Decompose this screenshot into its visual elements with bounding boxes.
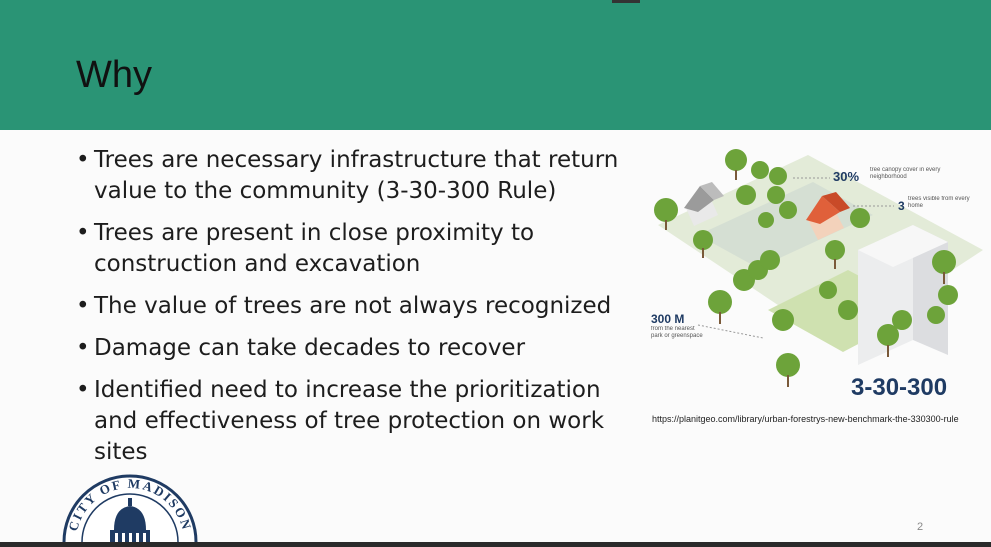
- label-3-text: trees visible from every home: [908, 196, 970, 209]
- bottom-strip: [0, 542, 991, 547]
- rule-title: 3-30-300: [851, 374, 948, 400]
- page-number: 2: [917, 521, 924, 533]
- bullet-text: Identified need to increase the prioritization and effectiveness of tree protection on work sites: [94, 377, 605, 465]
- bullet-text: Trees are present in close proximity to construction and excavation: [94, 220, 535, 277]
- city-of-madison-seal-icon: [60, 470, 200, 542]
- source-url: https://planitgeo.com/library/urban-forestrys-new-benchmark-the-330300-rule: [652, 414, 959, 424]
- leader-line: [698, 325, 763, 338]
- label-30-text: tree canopy cover in every neighborhood: [870, 167, 941, 180]
- bullet-text: Trees are necessary infrastructure that return value to the community (3-30-300 Rule): [94, 147, 619, 204]
- bullet-dot: •: [76, 147, 90, 173]
- label-300-text-box: [651, 326, 703, 358]
- bullet-item: [76, 375, 636, 468]
- bullet-dot: •: [76, 335, 90, 361]
- rule-illustration: [648, 140, 991, 400]
- bullet-dot: •: [76, 377, 90, 403]
- seal-text: CITY OF MADISON: [65, 475, 195, 533]
- label-300-text: from the nearest park or greenspace: [651, 326, 703, 339]
- top-edge-marker: [612, 0, 640, 3]
- bullet-item: [76, 333, 636, 364]
- label-30-text-box: [870, 167, 970, 189]
- bullet-text: The value of trees are not always recognized: [94, 293, 612, 319]
- label-3-value: 3: [898, 199, 905, 213]
- bullet-text: Damage can take decades to recover: [94, 335, 526, 361]
- label-3-text-box: [908, 196, 980, 216]
- slide-title: Why: [76, 54, 152, 96]
- bullet-list: [76, 145, 636, 479]
- bullet-item: [76, 145, 636, 207]
- building-icon: [858, 225, 948, 365]
- slide-header: [0, 0, 991, 130]
- label-300-value: 300 M: [651, 312, 685, 326]
- bullet-dot: •: [76, 220, 90, 246]
- bullet-dot: •: [76, 293, 90, 319]
- bullet-item: [76, 218, 636, 280]
- bullet-item: [76, 291, 636, 322]
- label-30-value: 30%: [833, 169, 860, 184]
